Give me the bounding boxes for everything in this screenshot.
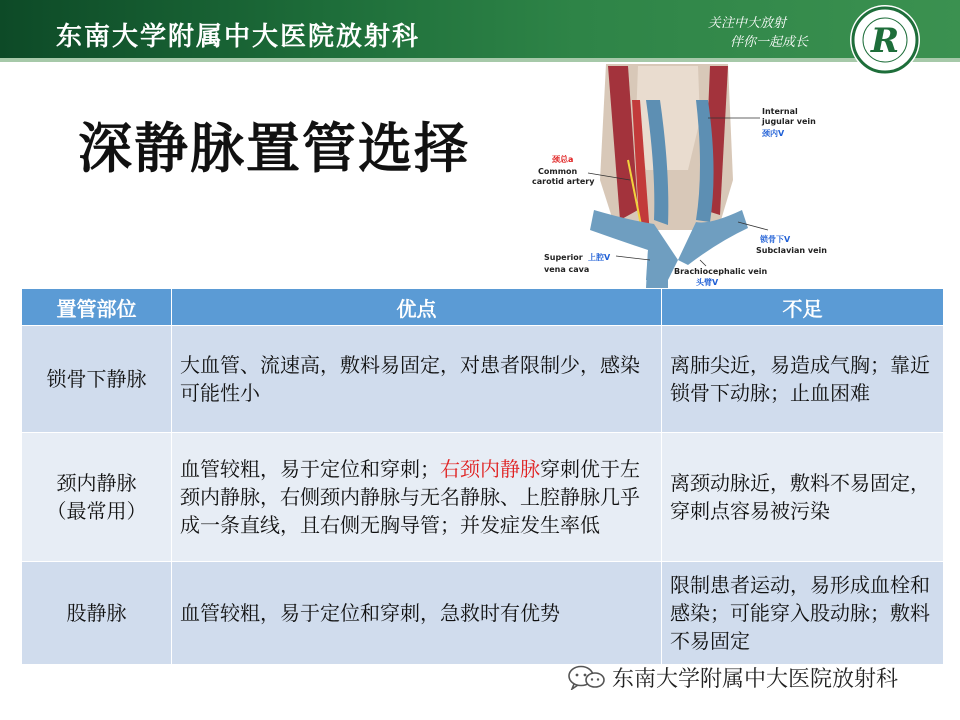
- label-carotid-cn: 颈总a: [552, 155, 574, 164]
- site-cell: [22, 562, 172, 665]
- table-header-row: [22, 289, 944, 326]
- pros-text: 大血管、流速高，敷料易固定，对患者限制少，感染可能性小: [180, 353, 640, 405]
- site-note: （最常用）: [46, 499, 147, 523]
- header-cons: 不足: [662, 289, 944, 326]
- pros-cell: [172, 433, 662, 562]
- site-name: 颈内静脉: [56, 471, 137, 495]
- motto: [708, 14, 808, 52]
- catheter-site-table: [21, 288, 944, 665]
- pros-highlight: 右颈内静脉: [440, 457, 540, 481]
- table-row: [22, 562, 944, 665]
- label-brachio-en: Brachiocephalic vein: [674, 267, 768, 276]
- label-carotid-en-2: carotid artery: [532, 177, 595, 186]
- pros-cell: [172, 326, 662, 433]
- cons-cell: 离肺尖近，易造成气胸；靠近锁骨下动脉；止血困难: [662, 326, 944, 433]
- label-carotid-en-1: Common: [538, 167, 578, 176]
- label-svc-en-2: vena cava: [544, 265, 590, 274]
- cons-cell: 限制患者运动，易形成血栓和感染；可能穿入股动脉；敷料不易固定: [662, 562, 944, 665]
- label-brachio-cn: 头臂V: [696, 278, 719, 287]
- neck-veins-illustration: [528, 60, 828, 288]
- label-internal-jugular-en-2: jugular vein: [762, 117, 816, 126]
- site-cell: [22, 326, 172, 433]
- pros-text-continued: 穿刺优于左颈内静脉，右侧颈内静脉与无名静脉、上腔静脉几乎成一条直线，且右侧无胸导管；并发症发生率低: [180, 457, 640, 537]
- pros-text: 血管较粗，易于定位和穿刺，急救时有优势: [180, 601, 560, 625]
- pros-cell: [172, 562, 662, 665]
- table-row: [22, 433, 944, 562]
- slide-title: 深静脉置管选择: [78, 117, 470, 180]
- wechat-icon: [566, 664, 606, 690]
- site-cell: [22, 433, 172, 562]
- label-svc-en-1: Superior: [544, 253, 583, 262]
- pros-text: 血管较粗，易于定位和穿刺；: [180, 457, 440, 481]
- label-subclavian-en: Subclavian vein: [756, 246, 827, 255]
- table-row: [22, 326, 944, 433]
- header-site: 置管部位: [22, 289, 172, 326]
- motto-line-2: 伴你一起成长: [730, 35, 809, 50]
- cons-cell: 离颈动脉近，敷料不易固定，穿刺点容易被污染: [662, 433, 944, 562]
- hospital-logo: [848, 3, 922, 77]
- logo-letter: R: [870, 21, 900, 61]
- label-internal-jugular-cn: 颈内V: [762, 129, 785, 138]
- header-pros: 优点: [172, 289, 662, 326]
- label-subclavian-cn: 锁骨下V: [760, 235, 791, 244]
- label-svc-cn: 上腔V: [588, 253, 611, 262]
- watermark-text: 东南大学附属中大医院放射科: [612, 666, 899, 692]
- org-title: 东南大学附属中大医院放射科: [56, 22, 421, 52]
- site-name: 锁骨下静脉: [46, 367, 147, 391]
- site-name: 股静脉: [66, 601, 127, 625]
- watermark: [566, 664, 898, 690]
- label-internal-jugular-en-1: Internal: [762, 107, 798, 116]
- motto-line-1: 关注中大放射: [708, 16, 787, 31]
